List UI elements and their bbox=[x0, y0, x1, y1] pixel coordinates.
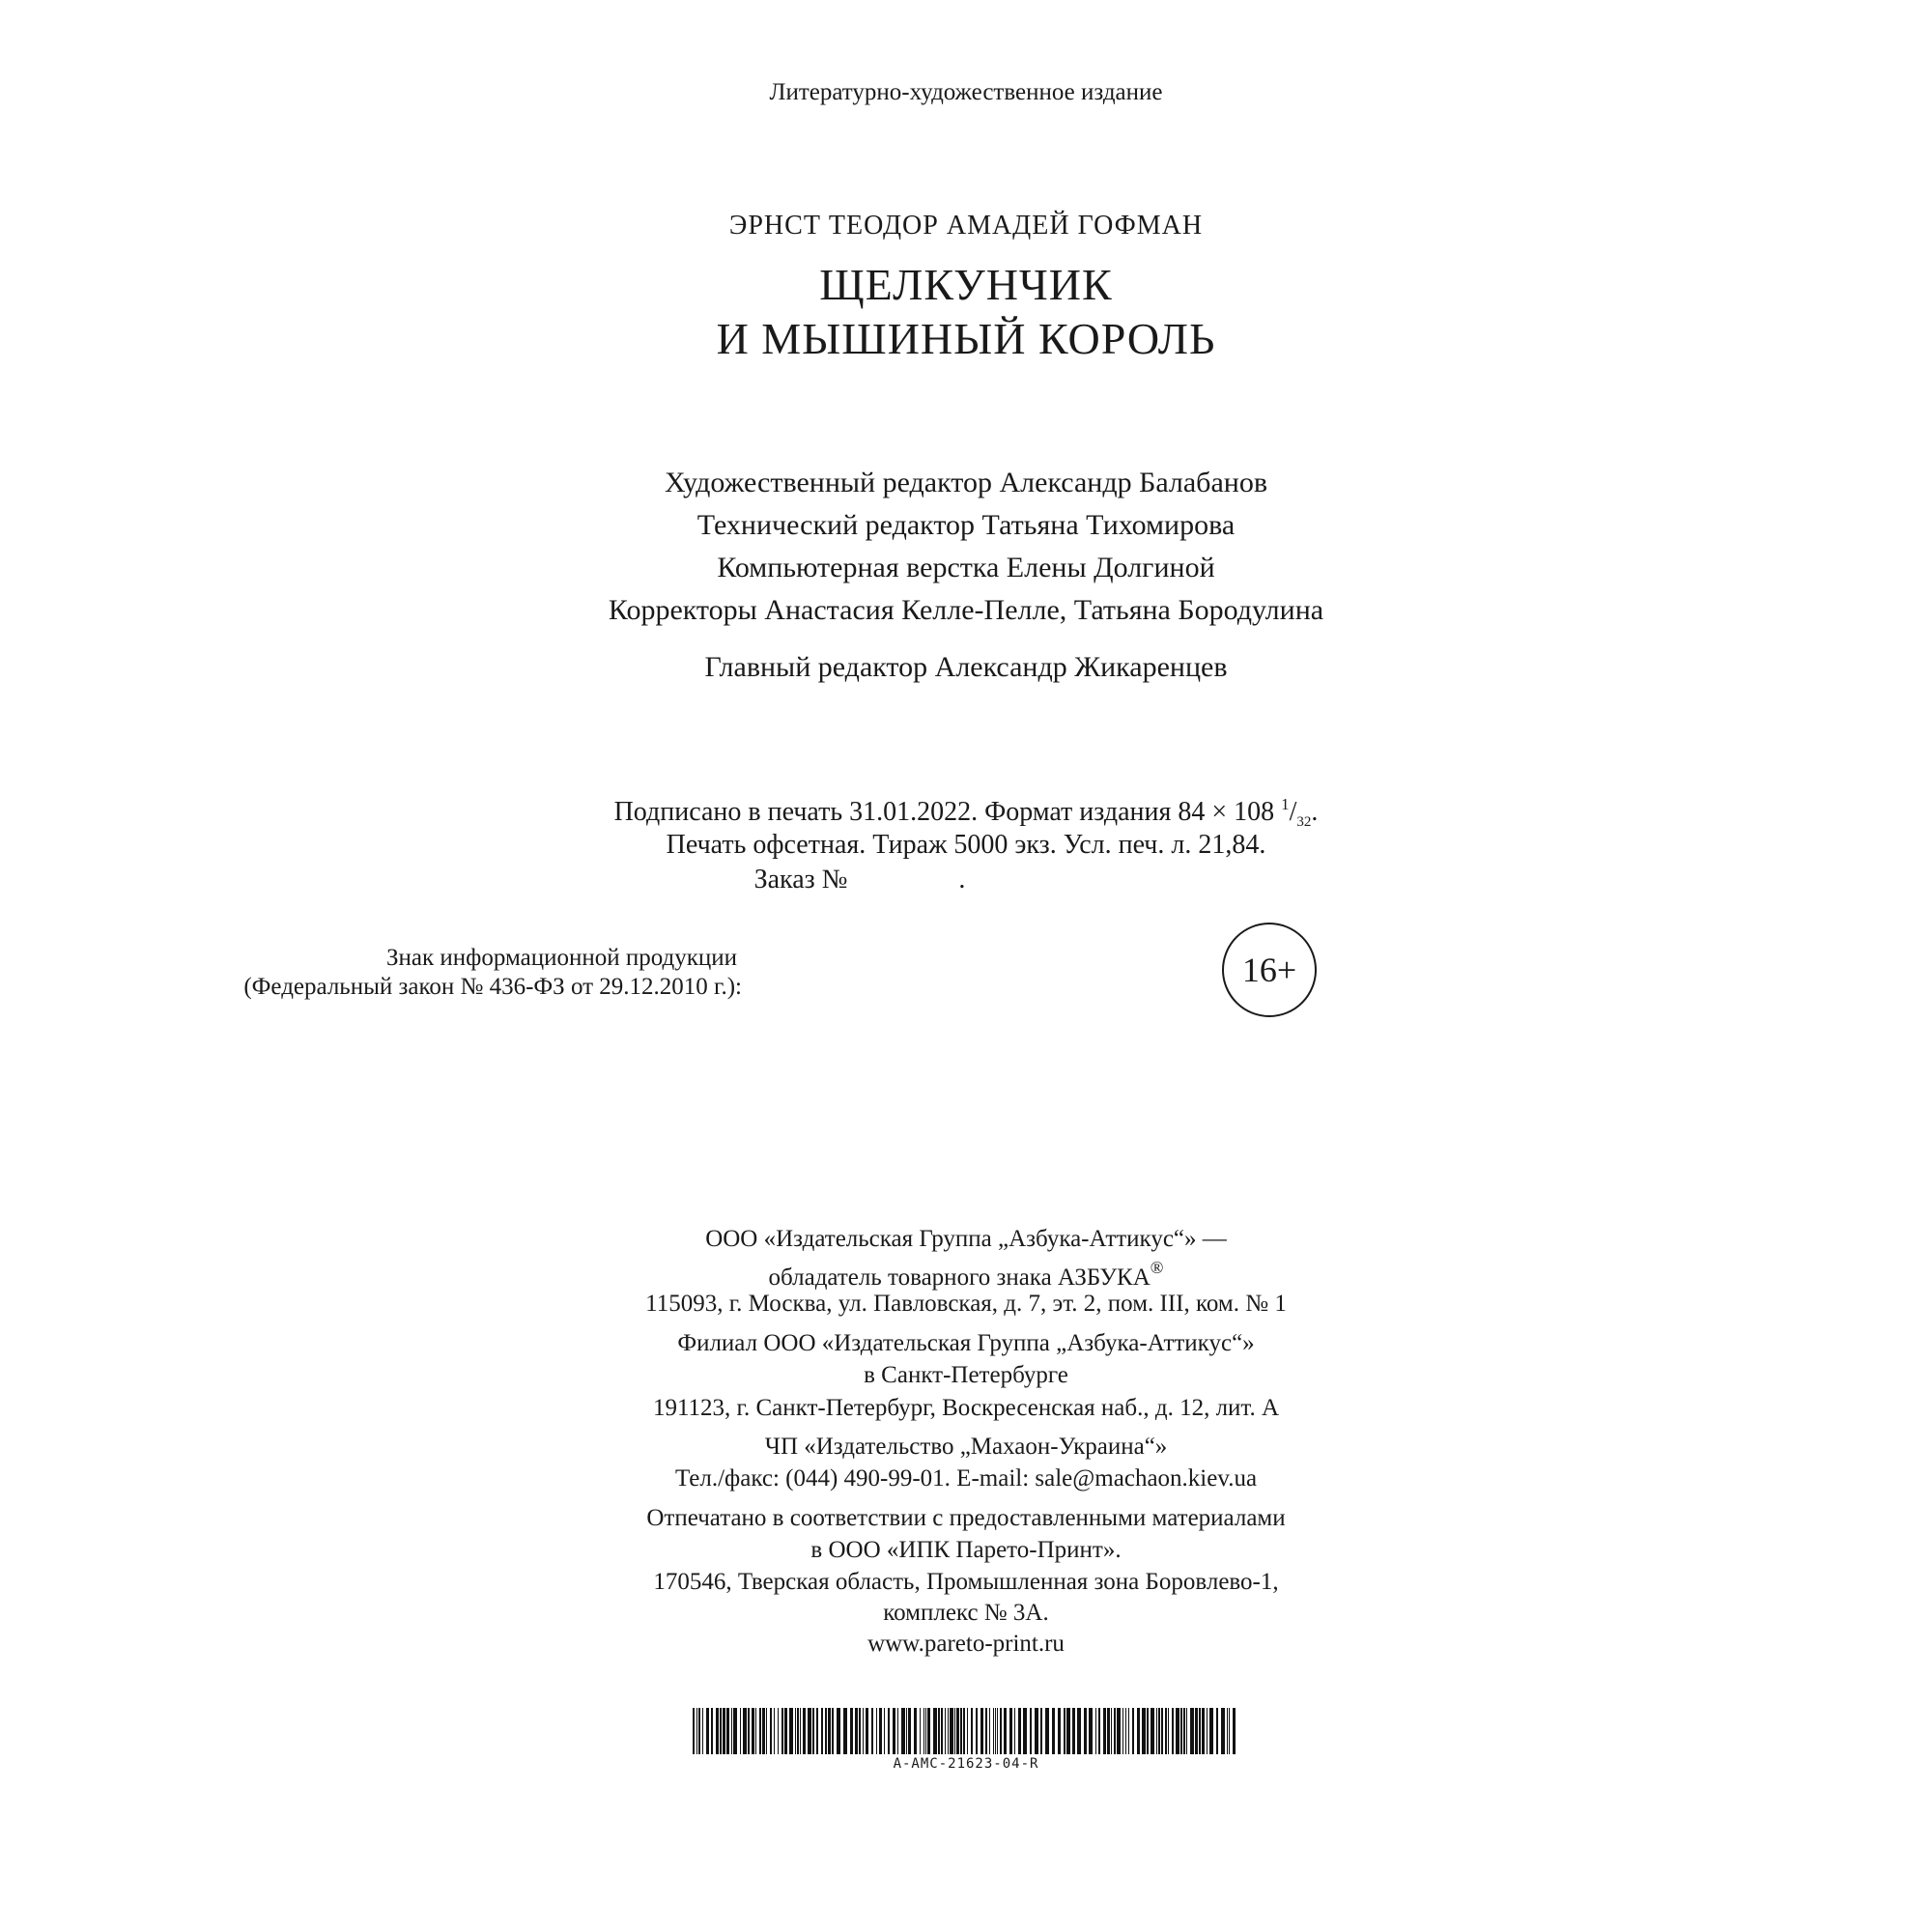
barcode-bar bbox=[723, 1708, 725, 1754]
barcode-bar bbox=[821, 1708, 823, 1754]
barcode-bar bbox=[980, 1708, 983, 1754]
author-name: ЭРНСТ ТЕОДОР АМАДЕЙ ГОФМАН bbox=[728, 211, 1204, 241]
barcode-bar bbox=[1000, 1708, 1002, 1754]
barcode-bar bbox=[1125, 1708, 1126, 1754]
barcode-bar bbox=[1132, 1708, 1134, 1754]
imprint-print: Печать офсетная. Тираж 5000 экз. Усл. печ. л. 21,84. bbox=[666, 830, 1266, 860]
barcode-bar bbox=[1114, 1708, 1116, 1754]
age-rating-badge bbox=[1222, 923, 1317, 1017]
barcode-bar bbox=[985, 1708, 987, 1754]
barcode-bar bbox=[1111, 1708, 1112, 1754]
barcode-bar bbox=[863, 1708, 864, 1754]
barcode-bar bbox=[888, 1708, 890, 1754]
barcode-bar bbox=[740, 1708, 741, 1754]
barcode-bar bbox=[1156, 1708, 1157, 1754]
barcode-bar bbox=[1202, 1708, 1205, 1754]
age-rating-label-line2: (Федеральный закон № 436-ФЗ от 29.12.2010 г.): bbox=[243, 974, 742, 1000]
branch-address: 191123, г. Санкт-Петербург, Воскресенская наб., д. 12, лит. А bbox=[652, 1395, 1280, 1421]
barcode-bar bbox=[1180, 1708, 1182, 1754]
barcode-bar bbox=[948, 1708, 949, 1754]
barcode-bar bbox=[755, 1708, 756, 1754]
barcode-bar bbox=[933, 1708, 937, 1754]
barcode-bar bbox=[906, 1708, 907, 1754]
barcode-bar bbox=[897, 1708, 898, 1754]
barcode bbox=[693, 1708, 1239, 1754]
barcode-bar bbox=[702, 1708, 703, 1754]
barcode-bar bbox=[956, 1708, 959, 1754]
credit-proofreaders: Корректоры Анастасия Келле-Пелле, Татьяна Бородулина bbox=[608, 594, 1324, 626]
barcode-bar bbox=[1122, 1708, 1123, 1754]
barcode-bar bbox=[789, 1708, 793, 1754]
barcode-bar bbox=[843, 1708, 847, 1754]
barcode-bar bbox=[781, 1708, 783, 1754]
ukraine-publisher: ЧП «Издательство „Махаон-Украина“» bbox=[764, 1434, 1168, 1460]
barcode-bar bbox=[954, 1708, 955, 1754]
barcode-bar bbox=[967, 1708, 968, 1754]
barcode-bar bbox=[770, 1708, 772, 1754]
barcode-bar bbox=[1014, 1708, 1015, 1754]
barcode-bar bbox=[812, 1708, 814, 1754]
barcode-bar bbox=[743, 1708, 747, 1754]
barcode-bar bbox=[1103, 1708, 1106, 1754]
barcode-bar bbox=[1199, 1708, 1201, 1754]
barcode-bar bbox=[784, 1708, 787, 1754]
barcode-bar bbox=[941, 1708, 943, 1754]
barcode-bar bbox=[711, 1708, 713, 1754]
imprint-order bbox=[0, 867, 1826, 894]
imprint-signed-end: . bbox=[1311, 797, 1319, 827]
branch-line2: в Санкт-Петербурге bbox=[864, 1362, 1068, 1388]
barcode-bar bbox=[808, 1708, 811, 1754]
barcode-code: A-AMC-21623-04-R bbox=[893, 1756, 1039, 1772]
barcode-bar bbox=[1077, 1708, 1081, 1754]
barcode-bar bbox=[828, 1708, 831, 1754]
barcode-bar bbox=[837, 1708, 840, 1754]
barcode-bar bbox=[871, 1708, 873, 1754]
barcode-bar bbox=[1137, 1708, 1140, 1754]
barcode-bar bbox=[1165, 1708, 1167, 1754]
barcode-bar bbox=[733, 1708, 737, 1754]
printed-line3: 170546, Тверская область, Промышленная зона Боровлево-1, bbox=[653, 1569, 1279, 1595]
barcode-bar bbox=[1052, 1708, 1055, 1754]
barcode-bar bbox=[1009, 1708, 1012, 1754]
barcode-bar bbox=[1183, 1708, 1185, 1754]
printed-website: www.pareto-print.ru bbox=[867, 1631, 1065, 1657]
barcode-bar bbox=[832, 1708, 834, 1754]
barcode-bar bbox=[1216, 1708, 1218, 1754]
format-numerator: 1 bbox=[1281, 795, 1290, 813]
registered-mark: ® bbox=[1150, 1258, 1164, 1277]
barcode-bar bbox=[997, 1708, 998, 1754]
barcode-bar bbox=[920, 1708, 921, 1754]
barcode-bar bbox=[720, 1708, 722, 1754]
edition-type: Литературно-художественное издание bbox=[769, 79, 1163, 105]
credit-chief-editor: Главный редактор Александр Жикаренцев bbox=[704, 651, 1228, 683]
barcode-bar bbox=[1040, 1708, 1042, 1754]
barcode-bar bbox=[971, 1708, 973, 1754]
barcode-bar bbox=[989, 1708, 990, 1754]
barcode-bar bbox=[1058, 1708, 1061, 1754]
branch-line1: Филиал ООО «Издательская Группа „Азбука-Аттикус“» bbox=[677, 1330, 1255, 1356]
imprint-signed-text: Подписано в печать 31.01.2022. Формат издания 84 × 108 bbox=[613, 797, 1282, 827]
age-rating-value: 16+ bbox=[1241, 951, 1297, 989]
barcode-bar bbox=[927, 1708, 930, 1754]
barcode-bar bbox=[1168, 1708, 1169, 1754]
barcode-bar bbox=[759, 1708, 761, 1754]
printed-line1: Отпечатано в соответствии с предоставленными материалами bbox=[646, 1505, 1286, 1531]
barcode-bar bbox=[908, 1708, 911, 1754]
barcode-bar bbox=[993, 1708, 994, 1754]
publisher-address: 115093, г. Москва, ул. Павловская, д. 7, эт. 2, пом. III, ком. № 1 bbox=[645, 1291, 1287, 1317]
barcode-bar bbox=[925, 1708, 926, 1754]
barcode-bar bbox=[1128, 1708, 1129, 1754]
barcode-bar bbox=[795, 1708, 796, 1754]
imprint-signed: Подписано в печать 31.01.2022. Формат издания 84 × 108 $^1/_{32}$. bbox=[613, 795, 1319, 830]
barcode-bar bbox=[1233, 1708, 1236, 1754]
credit-art-editor: Художественный редактор Александр Балабанов bbox=[665, 467, 1267, 498]
barcode-bar bbox=[1142, 1708, 1146, 1754]
barcode-bar bbox=[1176, 1708, 1179, 1754]
barcode-bar bbox=[1023, 1708, 1027, 1754]
barcode-bar bbox=[1209, 1708, 1213, 1754]
barcode-bar bbox=[778, 1708, 779, 1754]
barcode-bar bbox=[859, 1708, 861, 1754]
barcode-bar bbox=[1207, 1708, 1208, 1754]
barcode-bar bbox=[963, 1708, 965, 1754]
publisher-line1: ООО «Издательская Группа „Азбука-Аттикус“» — bbox=[705, 1226, 1227, 1252]
ukraine-contacts: Тел./факс: (044) 490-99-01. E-mail: sale@machaon.kiev.ua bbox=[674, 1465, 1258, 1492]
publisher-line2 bbox=[0, 1259, 1932, 1290]
barcode-bar bbox=[716, 1708, 719, 1754]
barcode-bar bbox=[1045, 1708, 1049, 1754]
book-title-line2: И МЫШИНЫЙ КОРОЛЬ bbox=[716, 314, 1216, 363]
barcode-bar bbox=[693, 1708, 695, 1754]
barcode-bar bbox=[1172, 1708, 1174, 1754]
printed-line2: в ООО «ИПК Парето-Принт». bbox=[810, 1537, 1122, 1563]
age-rating-label-line1: Знак информационной продукции bbox=[385, 945, 737, 971]
barcode-bar bbox=[1221, 1708, 1225, 1754]
credit-layout: Компьютерная верстка Елены Долгиной bbox=[717, 552, 1215, 583]
barcode-bar bbox=[866, 1708, 868, 1754]
publisher-trademark-text: обладатель товарного знака АЗБУКА bbox=[768, 1264, 1151, 1291]
format-denominator: 32 bbox=[1296, 814, 1312, 830]
barcode-bar bbox=[726, 1708, 729, 1754]
book-title-line1: ЩЕЛКУНЧИК bbox=[819, 260, 1113, 309]
barcode-bar bbox=[995, 1708, 996, 1754]
barcode-bar bbox=[893, 1708, 895, 1754]
barcode-bar bbox=[1064, 1708, 1065, 1754]
barcode-bar bbox=[945, 1708, 946, 1754]
barcode-bar bbox=[1186, 1708, 1187, 1754]
barcode-bar bbox=[1147, 1708, 1149, 1754]
barcode-bar bbox=[923, 1708, 924, 1754]
barcode-bar bbox=[1072, 1708, 1075, 1754]
order-label: Заказ № bbox=[753, 865, 848, 895]
barcode-bar bbox=[1004, 1708, 1007, 1754]
barcode-bar bbox=[800, 1708, 801, 1754]
barcode-bar bbox=[1066, 1708, 1070, 1754]
barcode-bar bbox=[1158, 1708, 1160, 1754]
barcode-bar bbox=[698, 1708, 700, 1754]
barcode-bar bbox=[1089, 1708, 1093, 1754]
barcode-bar bbox=[766, 1708, 767, 1754]
barcode-bar bbox=[855, 1708, 858, 1754]
barcode-bar bbox=[803, 1708, 806, 1754]
barcode-bar bbox=[696, 1708, 697, 1754]
barcode-bar bbox=[762, 1708, 765, 1754]
barcode-bar bbox=[1030, 1708, 1032, 1754]
barcode-bar bbox=[1035, 1708, 1038, 1754]
barcode-bar bbox=[1195, 1708, 1198, 1754]
barcode-bar bbox=[879, 1708, 882, 1754]
barcode-bar bbox=[731, 1708, 732, 1754]
barcode-bar bbox=[901, 1708, 905, 1754]
barcode-bar bbox=[1229, 1708, 1230, 1754]
barcode-bar bbox=[950, 1708, 953, 1754]
barcode-bar bbox=[825, 1708, 827, 1754]
barcode-bar bbox=[1095, 1708, 1096, 1754]
barcode-bar bbox=[706, 1708, 709, 1754]
barcode-bar bbox=[876, 1708, 877, 1754]
barcode-bar bbox=[816, 1708, 818, 1754]
credit-tech-editor: Технический редактор Татьяна Тихомирова bbox=[696, 509, 1236, 541]
barcode-bar bbox=[1190, 1708, 1194, 1754]
barcode-bar bbox=[1117, 1708, 1121, 1754]
barcode-bar bbox=[1098, 1708, 1100, 1754]
barcode-bar bbox=[1151, 1708, 1154, 1754]
barcode-bar bbox=[1084, 1708, 1087, 1754]
barcode-bar bbox=[1018, 1708, 1021, 1754]
barcode-bar bbox=[850, 1708, 853, 1754]
barcode-bar bbox=[748, 1708, 750, 1754]
barcode-bar bbox=[752, 1708, 754, 1754]
barcode-bar bbox=[774, 1708, 775, 1754]
barcode-bar bbox=[914, 1708, 917, 1754]
barcode-bar bbox=[797, 1708, 799, 1754]
order-end: . bbox=[958, 865, 966, 895]
barcode-bar bbox=[884, 1708, 885, 1754]
barcode-bar bbox=[1107, 1708, 1110, 1754]
barcode-bar bbox=[1161, 1708, 1163, 1754]
barcode-bar bbox=[960, 1708, 962, 1754]
barcode-bar bbox=[976, 1708, 978, 1754]
printed-line4: комплекс № 3А. bbox=[883, 1600, 1049, 1626]
barcode-bar bbox=[938, 1708, 940, 1754]
barcode-bar bbox=[1227, 1708, 1228, 1754]
